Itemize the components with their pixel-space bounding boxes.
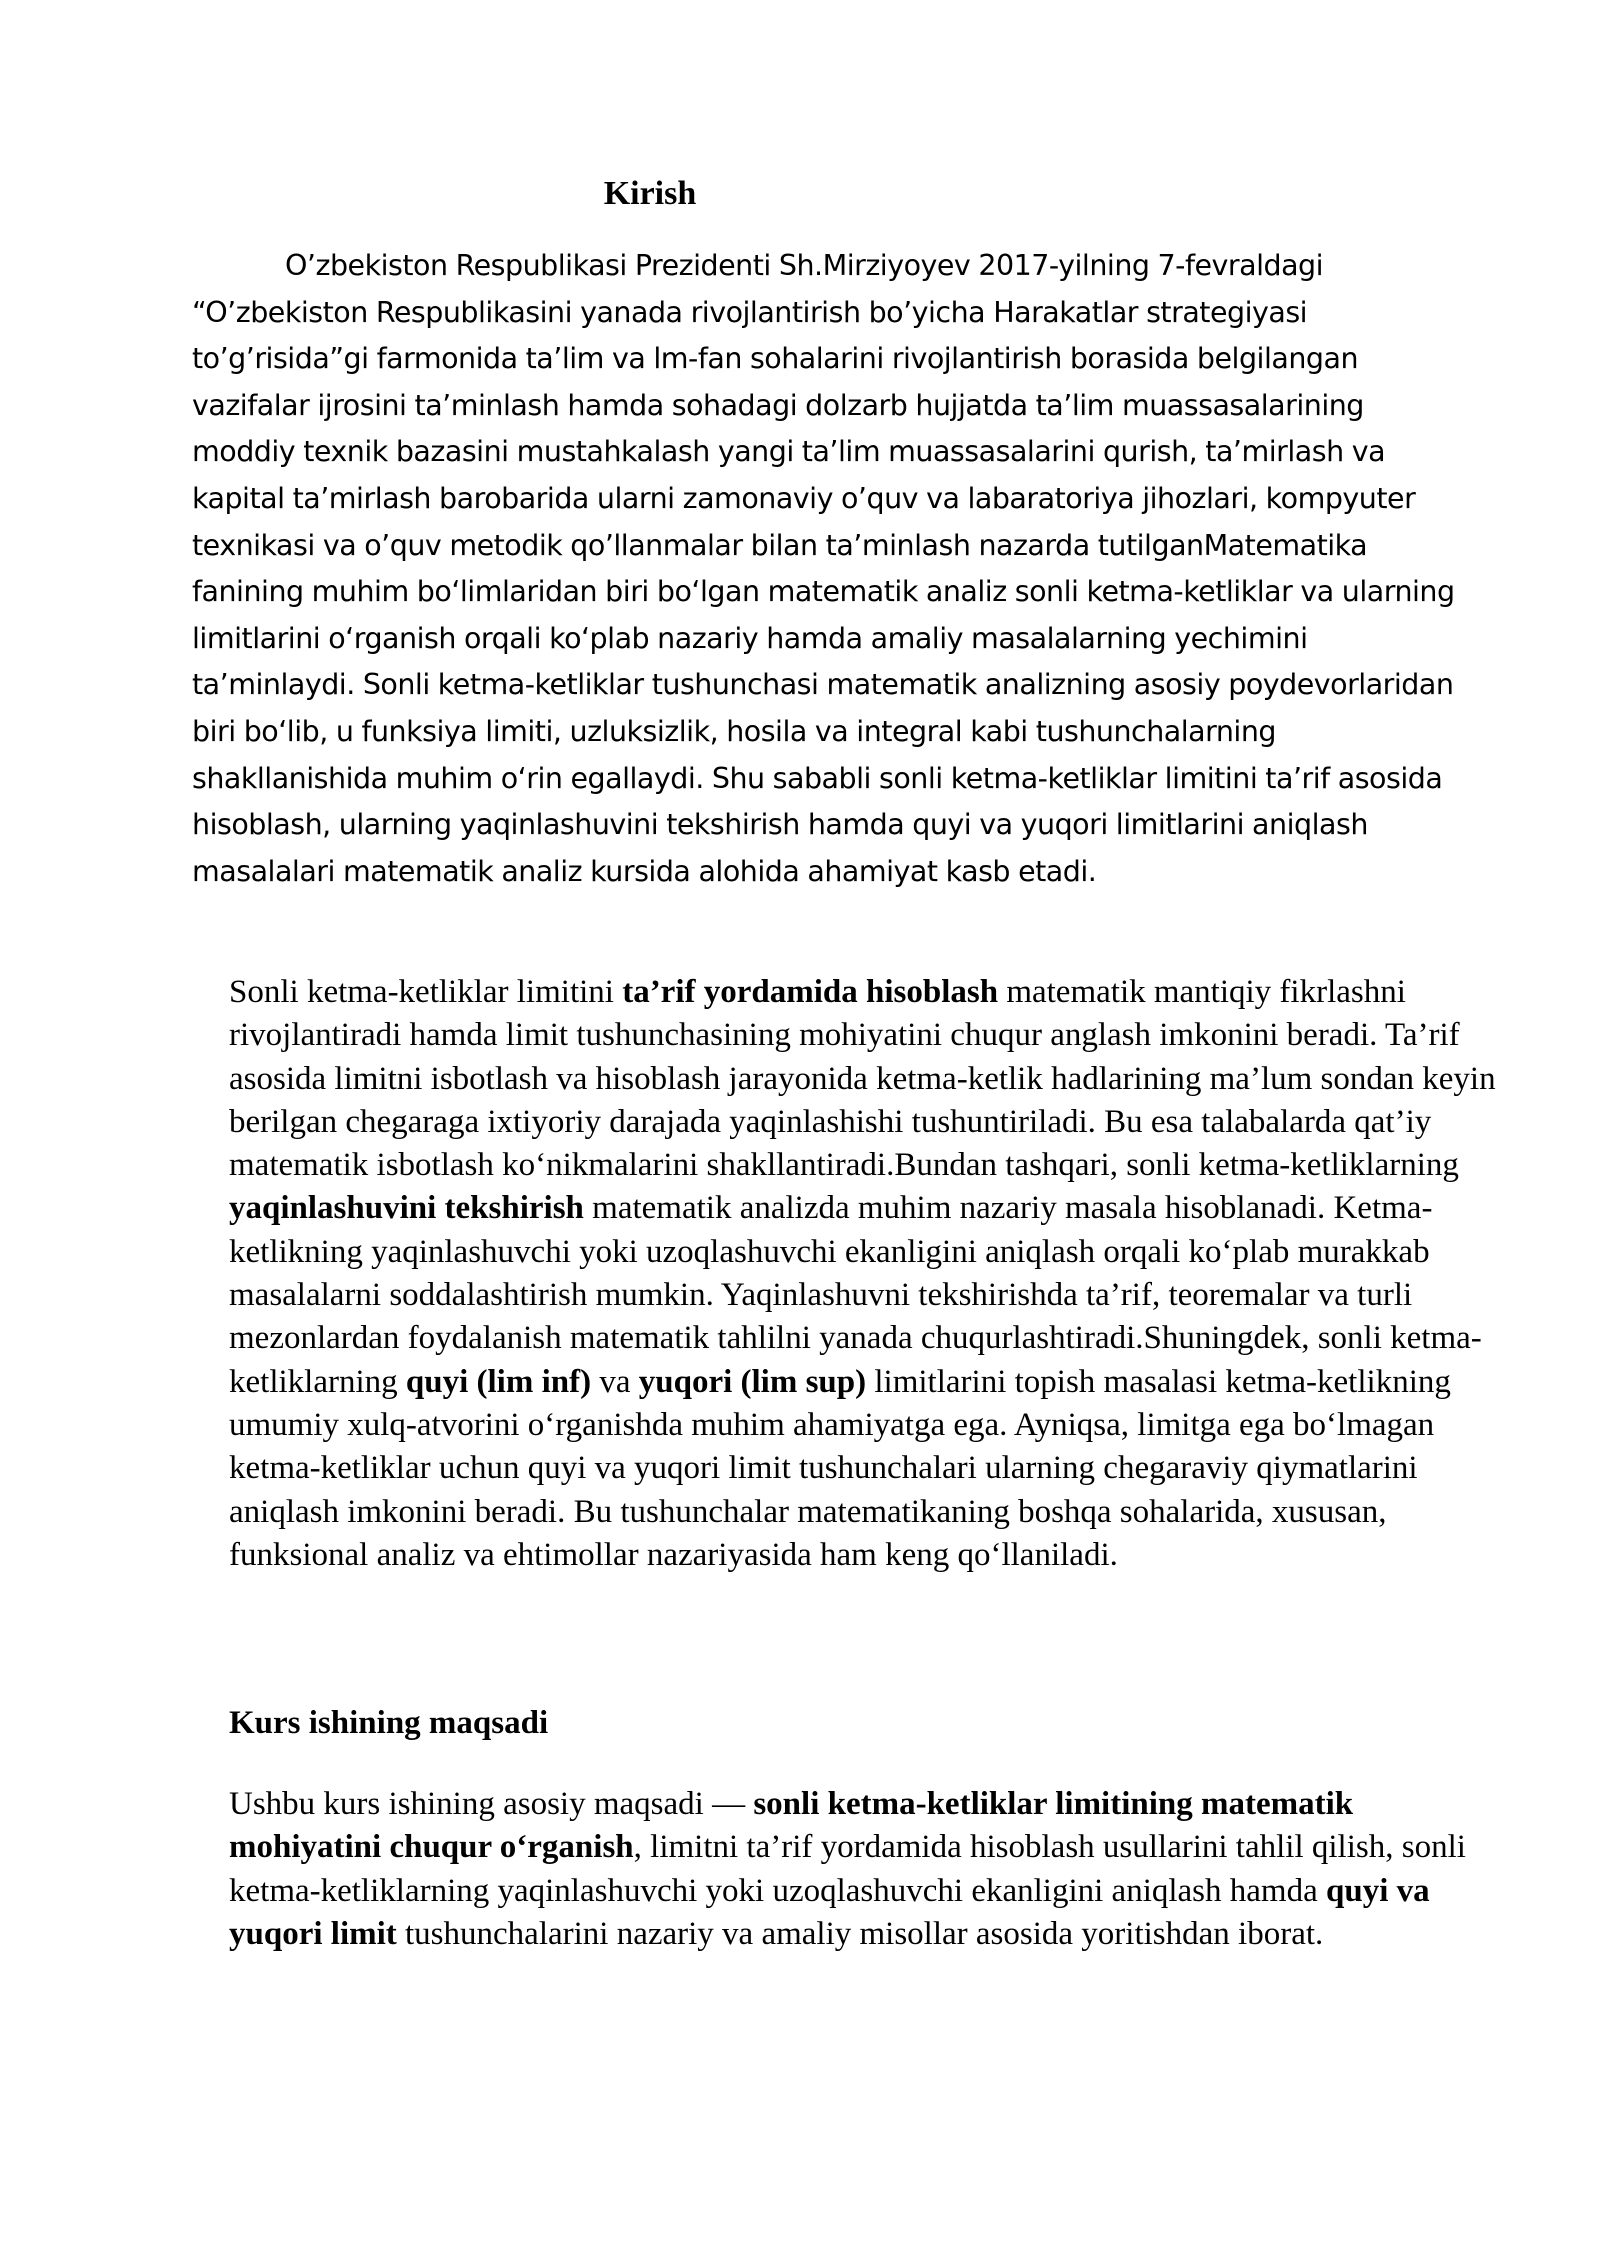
bold-run: yaqinlashuvini tekshirish <box>229 1190 584 1227</box>
body-paragraph-limits <box>229 971 1497 1577</box>
intro-paragraph: O’zbekiston Respublikasi Prezidenti Sh.Mirziyoyev 2017-yilning 7-fevraldagi “O’zbekiston Respublikasini yanada rivojlantirish bo’yicha Harakatlar strategiyasi to’g’risida”gi farmonida ta’lim va lm-fan sohalarini rivojlantirish borasida belgilangan vazifalar ijrosini ta’minlash hamda sohadagi dolzarb hujjatda ta’lim muassasalarining moddiy texnik bazasini mustahkalash yangi ta’lim muassasalarini qurish, ta’mirlash va kapital ta’mirlash barobarida ularni zamonaviy o’quv va labaratoriya jihozlari, kompyuter texnikasi va o’quv metodik qo’llanmalar bilan ta’minlash nazarda tutilganMatematika fanining muhim bo‘limlaridan biri bo‘lgan matematik analiz sonli ketma-ketliklar va ularning limitlarini o‘rganish orqali ko‘plab nazariy hamda amaliy masalalarning yechimini ta’minlaydi. Sonli ketma-ketliklar tushunchasi matematik analizning asosiy poydevorlaridan biri bo‘lib, u funksiya limiti, uzluksizlik, hosila va integral kabi tushunchalarning shakllanishida muhim o‘rin egallaydi. Shu sababli sonli ketma-ketliklar limitini ta’rif asosida hisoblash, ularning yaqinlashuvini tekshirish hamda quyi va yuqori limitlarini aniqlash masalalari matematik analiz kursida alohida ahamiyat kasb etadi. <box>192 249 1455 888</box>
text-run: tushunchalarini nazariy va amaliy misollar asosida yoritishdan iborat. <box>396 1915 1324 1952</box>
text-run: limitlarini topish masalasi ketma-ketlikning umumiy xulq-atvorini o‘rganishda muhim ahamiyatga ega. Ayniqsa, limitga ega bo‘lmagan ketma-ketliklar uchun quyi va yuqori limit tushunchalari ularning chegaraviy qiymatlarini aniqlash imkonini beradi. Bu tushunchalar matematikaning boshqa sohalarida, xususan, funksional analiz va ehtimollar nazariyasida ham keng qo‘llaniladi. <box>229 1363 1451 1573</box>
subsection-heading: Kurs ishining maqsadi <box>229 1705 549 1741</box>
text-run: matematik mantiqiy fikrlashni rivojlantiradi hamda limit tushunchasining mohiyatini chuqur anglash imkonini beradi. Ta’rif asosida limitni isbotlash va hisoblash jarayonida ketma-ketlik hadlarining ma’lum sondan keyin berilgan chegaraga ixtiyoriy darajada yaqinlashishi tushuntiriladi. Bu esa talabalarda qat’iy matematik isbotlash ko‘nikmalarini shakllantiradi.Bundan tashqari, sonli ketma-ketliklarning <box>229 974 1496 1184</box>
text-run: Sonli ketma-ketliklar limitini <box>229 974 623 1010</box>
bold-run: yuqori (lim sup) <box>638 1363 867 1400</box>
bold-run: ta’rif yordamida hisoblash <box>622 974 999 1010</box>
text-run: , limitni ta’rif yordamida hisoblash usullarini tahlil qilish, sonli ketma-ketliklarning yaqinlashuvchi yoki uzoqlashuvchi ekanligini aniqlash hamda <box>229 1829 1466 1909</box>
bold-run: quyi va yuqori limit <box>229 1872 1430 1952</box>
bold-run: quyi (lim inf) <box>405 1363 592 1400</box>
text-run: Ushbu kurs ishining asosiy maqsadi — <box>229 1786 754 1822</box>
text-run: matematik analizda muhim nazariy masala hisoblanadi. Ketma-ketlikning yaqinlashuvchi yoki uzoqlashuvchi ekanligini aniqlash orqali ko‘plab murakkab masalalarni soddalashtirish mumkin. Yaqinlashuvni tekshirishda ta’rif, teoremalar va turli mezonlardan foydalanish matematik tahlilni yanada chuqurlashtiradi.Shuningdek, sonli ketma-ketliklarning <box>229 1190 1482 1400</box>
bold-run: sonli ketma-ketliklar limitining matematik mohiyatini chuqur o‘rganish <box>229 1786 1354 1866</box>
body-paragraph-goal <box>229 1783 1497 1956</box>
section-title: Kirish <box>603 175 697 212</box>
text-run: va <box>591 1363 639 1400</box>
